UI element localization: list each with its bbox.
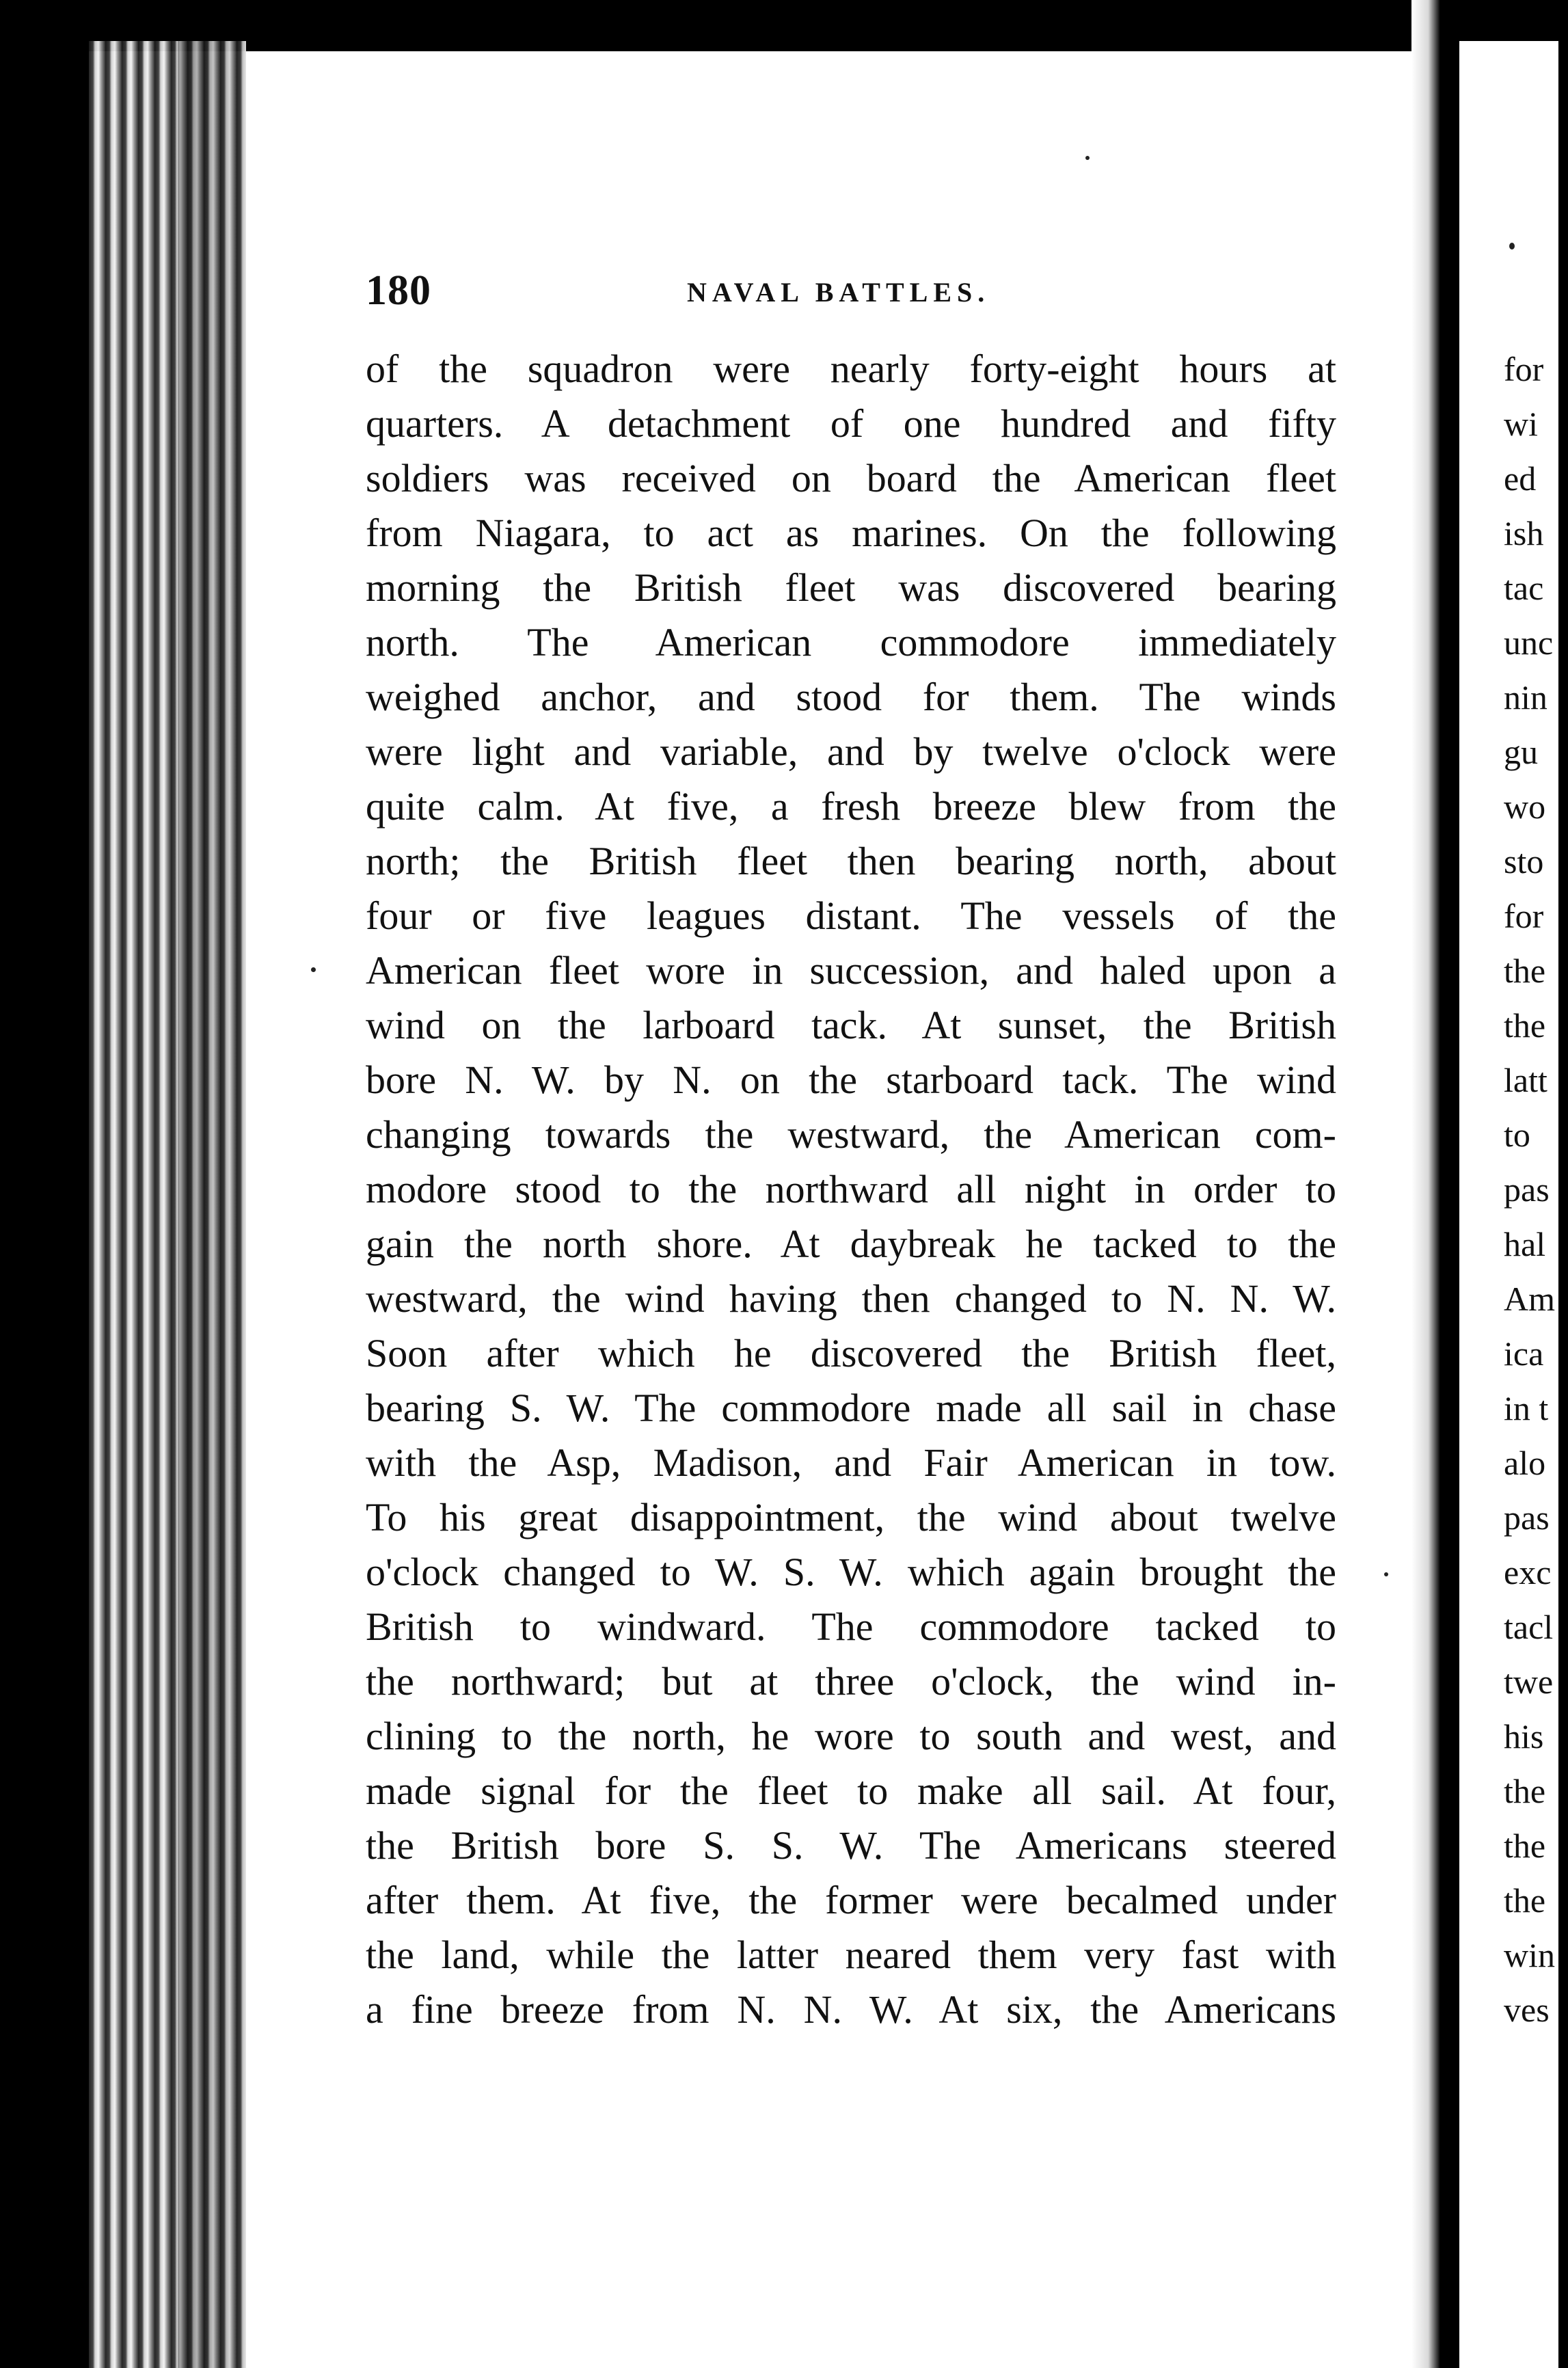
facing-line-fragment: pas	[1504, 1170, 1550, 1209]
facing-line-fragment: hal	[1504, 1225, 1546, 1263]
text-line: quite calm. At five, a fresh breeze blew from the	[366, 784, 1336, 829]
facing-line-fragment: nin	[1504, 678, 1547, 716]
facing-line-fragment: pas	[1504, 1498, 1550, 1537]
text-line: morning the British fleet was discovered bearing	[366, 565, 1336, 610]
text-line: Soon after which he discovered the British fleet,	[366, 1331, 1336, 1375]
text-line: clining to the north, he wore to south and west, and	[366, 1714, 1336, 1758]
facing-line-fragment: unc	[1504, 623, 1554, 662]
scanner-background	[0, 0, 89, 2368]
text-line: soldiers was received on board the American fleet	[366, 456, 1336, 500]
facing-line-fragment: ed	[1504, 459, 1537, 498]
text-line: modore stood to the northward all night in order to	[366, 1167, 1336, 1211]
facing-line-fragment: latt	[1504, 1061, 1547, 1099]
facing-line-fragment: the	[1504, 1827, 1546, 1865]
page-header	[366, 267, 1336, 321]
facing-line-fragment: for	[1504, 897, 1544, 935]
facing-line-fragment: to	[1504, 1116, 1530, 1154]
text-line: the northward; but at three o'clock, the wind in-	[366, 1659, 1336, 1704]
facing-line-fragment: Am	[1504, 1280, 1555, 1318]
text-line: To his great disappointment, the wind about twelve	[366, 1495, 1336, 1539]
facing-line-fragment: wi	[1504, 405, 1538, 443]
text-line: after them. At five, the former were becalmed under	[366, 1878, 1336, 1922]
text-line: the British bore S. S. W. The Americans steered	[366, 1823, 1336, 1868]
text-line: quarters. A detachment of one hundred and fifty	[366, 401, 1336, 446]
text-line: weighed anchor, and stood for them. The winds	[366, 675, 1336, 719]
text-line: north; the British fleet then bearing north, about	[366, 839, 1336, 883]
facing-line-fragment: the	[1504, 1006, 1546, 1045]
text-line: westward, the wind having then changed to N. N. W.	[366, 1276, 1336, 1321]
running-head: NAVAL BATTLES.	[687, 277, 990, 308]
text-line: the land, while the latter neared them very fast with	[366, 1933, 1336, 1977]
text-line: were light and variable, and by twelve o'clock were	[366, 729, 1336, 774]
body-text	[366, 342, 1336, 2037]
facing-line-fragment: exc	[1504, 1553, 1552, 1591]
text-line: bearing S. W. The commodore made all sail in chase	[366, 1386, 1336, 1430]
facing-line-fragment: tacl	[1504, 1608, 1554, 1646]
facing-line-fragment: the	[1504, 1881, 1546, 1920]
scan-speck	[1085, 156, 1090, 160]
text-line: British to windward. The commodore tacked to	[366, 1604, 1336, 1649]
facing-line-fragment: wo	[1504, 788, 1546, 826]
facing-line-fragment: twe	[1504, 1663, 1554, 1701]
facing-line-fragment: the	[1504, 1772, 1546, 1810]
text-line: north. The American commodore immediately	[366, 620, 1336, 664]
text-line: bore N. W. by N. on the starboard tack. The wind	[366, 1058, 1336, 1102]
text-line: from Niagara, to act as marines. On the following	[366, 511, 1336, 555]
facing-line-fragment: alo	[1504, 1444, 1546, 1482]
facing-line-fragment: in t	[1504, 1389, 1549, 1427]
facing-line-fragment: ves	[1504, 1991, 1550, 2029]
facing-line-fragment: tac	[1504, 569, 1544, 607]
page-number: 180	[366, 267, 431, 314]
text-line: of the squadron were nearly forty-eight hours at	[366, 347, 1336, 391]
book-gutter	[1411, 0, 1459, 2368]
scan-speck	[1509, 243, 1515, 250]
text-line: with the Asp, Madison, and Fair American in tow.	[366, 1440, 1336, 1485]
text-line: a fine breeze from N. N. W. At six, the Americans	[366, 1987, 1336, 2032]
scan-speck	[1384, 1572, 1388, 1576]
facing-line-fragment: his	[1504, 1717, 1544, 1755]
scan-speck	[311, 967, 316, 972]
text-line: changing towards the westward, the American com-	[366, 1112, 1336, 1157]
text-line: gain the north shore. At daybreak he tacked to the	[366, 1222, 1336, 1266]
facing-line-fragment: ish	[1504, 514, 1544, 552]
facing-line-fragment: gu	[1504, 733, 1538, 771]
facing-line-fragment: the	[1504, 952, 1546, 990]
facing-page-text	[1504, 342, 1565, 2037]
text-line: o'clock changed to W. S. W. which again brought the	[366, 1550, 1336, 1594]
text-line: American fleet wore in succession, and haled upon a	[366, 948, 1336, 993]
facing-line-fragment: ica	[1504, 1334, 1544, 1373]
text-line: made signal for the fleet to make all sail. At four,	[366, 1768, 1336, 1813]
text-line: wind on the larboard tack. At sunset, the British	[366, 1003, 1336, 1047]
facing-line-fragment: for	[1504, 350, 1544, 388]
facing-line-fragment: sto	[1504, 842, 1544, 880]
facing-line-fragment: win	[1504, 1936, 1555, 1974]
text-line: four or five leagues distant. The vessels of the	[366, 893, 1336, 938]
